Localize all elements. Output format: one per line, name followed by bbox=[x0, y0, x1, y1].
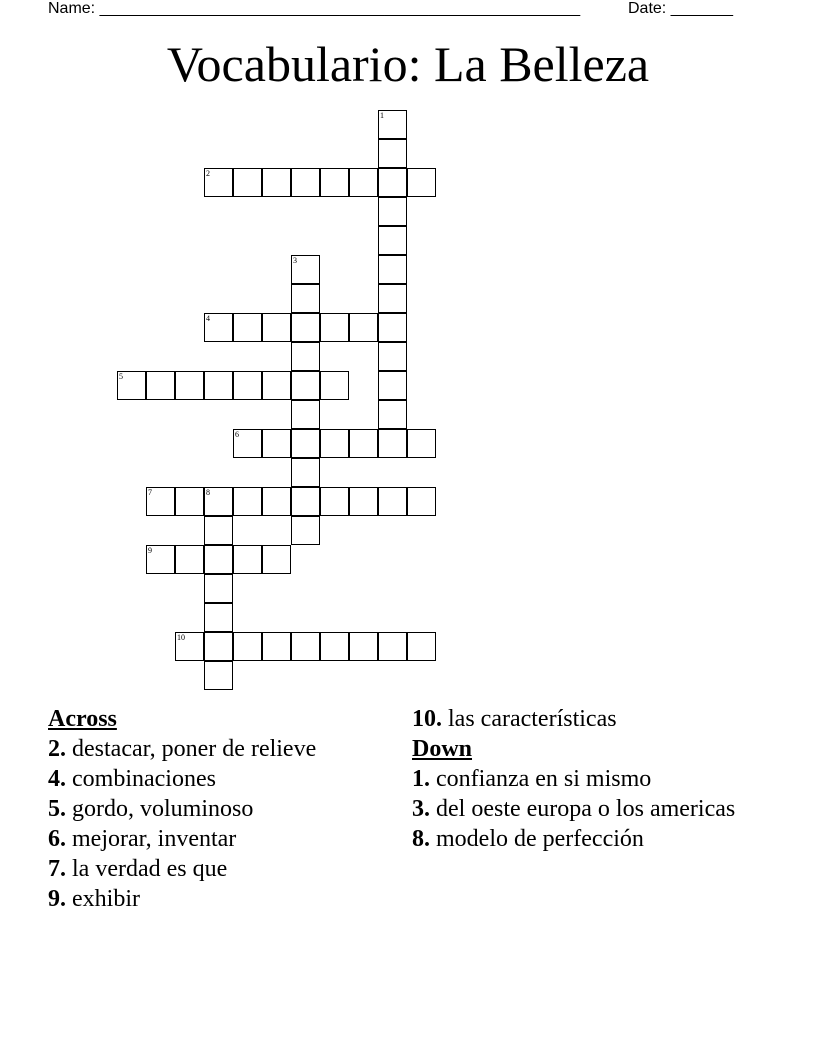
crossword-cell[interactable] bbox=[117, 371, 146, 400]
clue-number: 8. bbox=[412, 826, 430, 852]
crossword-cell[interactable] bbox=[204, 313, 233, 342]
crossword-cell[interactable] bbox=[204, 516, 233, 545]
crossword-cell[interactable] bbox=[233, 632, 262, 661]
clue-number: 7. bbox=[48, 856, 66, 882]
clue-number: 4. bbox=[48, 766, 66, 792]
crossword-cell[interactable] bbox=[291, 458, 320, 487]
crossword-cell[interactable] bbox=[233, 429, 262, 458]
clue-text: modelo de perfección bbox=[436, 826, 644, 852]
crossword-cell[interactable] bbox=[378, 255, 407, 284]
header bbox=[48, 0, 742, 20]
crossword-cell[interactable] bbox=[378, 110, 407, 139]
crossword-cell[interactable] bbox=[407, 429, 436, 458]
clue-down-1 bbox=[412, 764, 742, 794]
crossword-cell[interactable] bbox=[378, 313, 407, 342]
cell-number: 3 bbox=[293, 256, 297, 265]
cell-number: 4 bbox=[206, 314, 210, 323]
crossword-cell[interactable] bbox=[320, 429, 349, 458]
crossword-cell[interactable] bbox=[262, 313, 291, 342]
crossword-cell[interactable] bbox=[291, 516, 320, 545]
crossword-cell[interactable] bbox=[378, 197, 407, 226]
across-heading: Across bbox=[48, 706, 117, 732]
crossword-cell[interactable] bbox=[378, 632, 407, 661]
crossword-cell[interactable] bbox=[349, 168, 378, 197]
clue-text: combinaciones bbox=[72, 766, 216, 792]
crossword-cell[interactable] bbox=[407, 487, 436, 516]
crossword-cell[interactable] bbox=[262, 545, 291, 574]
crossword-cell[interactable] bbox=[320, 487, 349, 516]
crossword-cell[interactable] bbox=[233, 371, 262, 400]
clue-number: 10. bbox=[412, 706, 442, 732]
crossword-cell[interactable] bbox=[233, 168, 262, 197]
clue-number: 5. bbox=[48, 796, 66, 822]
crossword-cell[interactable] bbox=[320, 371, 349, 400]
clue-across-2 bbox=[48, 734, 348, 764]
crossword-cell[interactable] bbox=[262, 429, 291, 458]
clue-down-8 bbox=[412, 824, 742, 854]
date-field-label[interactable]: Date: _______ bbox=[628, 0, 733, 17]
crossword-cell[interactable] bbox=[175, 487, 204, 516]
cell-number: 9 bbox=[148, 546, 152, 555]
crossword-cell[interactable] bbox=[320, 313, 349, 342]
crossword-cell[interactable] bbox=[291, 400, 320, 429]
crossword-cell[interactable] bbox=[233, 545, 262, 574]
crossword-cell[interactable] bbox=[204, 632, 233, 661]
crossword-cell[interactable] bbox=[320, 632, 349, 661]
crossword-cell[interactable] bbox=[146, 545, 175, 574]
crossword-cell[interactable] bbox=[407, 632, 436, 661]
crossword-cell[interactable] bbox=[262, 168, 291, 197]
crossword-cell[interactable] bbox=[378, 487, 407, 516]
clue-across-10 bbox=[412, 704, 742, 734]
clues-column-left bbox=[48, 704, 348, 914]
clue-across-7 bbox=[48, 854, 348, 884]
crossword-cell[interactable] bbox=[233, 313, 262, 342]
crossword-cell[interactable] bbox=[175, 632, 204, 661]
clue-text: la verdad es que bbox=[72, 856, 228, 882]
crossword-cell[interactable] bbox=[378, 284, 407, 313]
clue-across-6 bbox=[48, 824, 348, 854]
clue-number: 1. bbox=[412, 766, 430, 792]
crossword-cell[interactable] bbox=[291, 168, 320, 197]
crossword-cell[interactable] bbox=[291, 429, 320, 458]
crossword-cell[interactable] bbox=[146, 487, 175, 516]
crossword-cell[interactable] bbox=[291, 255, 320, 284]
crossword-cell[interactable] bbox=[349, 487, 378, 516]
crossword-cell[interactable] bbox=[204, 371, 233, 400]
crossword-cell[interactable] bbox=[291, 284, 320, 313]
crossword-cell[interactable] bbox=[204, 661, 233, 690]
crossword-cell[interactable] bbox=[291, 313, 320, 342]
page-title: Vocabulario: La Belleza bbox=[166, 36, 650, 92]
crossword-cell[interactable] bbox=[204, 603, 233, 632]
clue-text: exhibir bbox=[72, 886, 140, 912]
crossword-cell[interactable] bbox=[204, 487, 233, 516]
crossword-cell[interactable] bbox=[291, 342, 320, 371]
cell-number: 6 bbox=[235, 430, 239, 439]
cell-number: 5 bbox=[119, 372, 123, 381]
crossword-cell[interactable] bbox=[146, 371, 175, 400]
crossword-cell[interactable] bbox=[378, 371, 407, 400]
crossword-cell[interactable] bbox=[233, 487, 262, 516]
crossword-cell[interactable] bbox=[204, 168, 233, 197]
crossword-cell[interactable] bbox=[349, 632, 378, 661]
crossword-cell[interactable] bbox=[262, 371, 291, 400]
crossword-cell[interactable] bbox=[175, 545, 204, 574]
crossword-cell[interactable] bbox=[378, 400, 407, 429]
down-heading: Down bbox=[412, 736, 473, 762]
clues-column-right bbox=[412, 704, 742, 854]
crossword-cell[interactable] bbox=[262, 632, 291, 661]
clue-across-5 bbox=[48, 794, 348, 824]
crossword-cell[interactable] bbox=[378, 226, 407, 255]
cell-number: 8 bbox=[206, 488, 210, 497]
crossword-cell[interactable] bbox=[378, 168, 407, 197]
clue-across-9 bbox=[48, 884, 348, 914]
crossword-cell[interactable] bbox=[204, 545, 233, 574]
clue-number: 6. bbox=[48, 826, 66, 852]
cell-number: 2 bbox=[206, 169, 210, 178]
crossword-cell[interactable] bbox=[291, 632, 320, 661]
crossword-cell[interactable] bbox=[378, 139, 407, 168]
clue-number: 3. bbox=[412, 796, 430, 822]
crossword-cell[interactable] bbox=[407, 168, 436, 197]
clue-text: mejorar, inventar bbox=[72, 826, 237, 852]
clue-text: las características bbox=[448, 706, 617, 732]
crossword-cell[interactable] bbox=[320, 168, 349, 197]
cell-number: 7 bbox=[148, 488, 152, 497]
cell-number: 1 bbox=[380, 111, 384, 120]
clue-across-4 bbox=[48, 764, 348, 794]
crossword-cell[interactable] bbox=[175, 371, 204, 400]
crossword-cell[interactable] bbox=[349, 313, 378, 342]
crossword-cell[interactable] bbox=[291, 487, 320, 516]
crossword-cell[interactable] bbox=[204, 574, 233, 603]
clue-number: 9. bbox=[48, 886, 66, 912]
clue-down-3 bbox=[412, 794, 742, 824]
crossword-cell[interactable] bbox=[378, 342, 407, 371]
crossword-cell[interactable] bbox=[349, 429, 378, 458]
clue-text: destacar, poner de relieve bbox=[72, 736, 317, 762]
clue-text: del oeste europa o los americas bbox=[436, 796, 736, 822]
cell-number: 10 bbox=[177, 633, 185, 642]
name-field-label[interactable]: Name: ______________________________________________________ bbox=[48, 0, 581, 17]
clue-text: gordo, voluminoso bbox=[72, 796, 254, 822]
crossword-cell[interactable] bbox=[291, 371, 320, 400]
crossword-cell[interactable] bbox=[262, 487, 291, 516]
clue-number: 2. bbox=[48, 736, 66, 762]
crossword-cell[interactable] bbox=[378, 429, 407, 458]
clue-text: confianza en si mismo bbox=[436, 766, 652, 792]
